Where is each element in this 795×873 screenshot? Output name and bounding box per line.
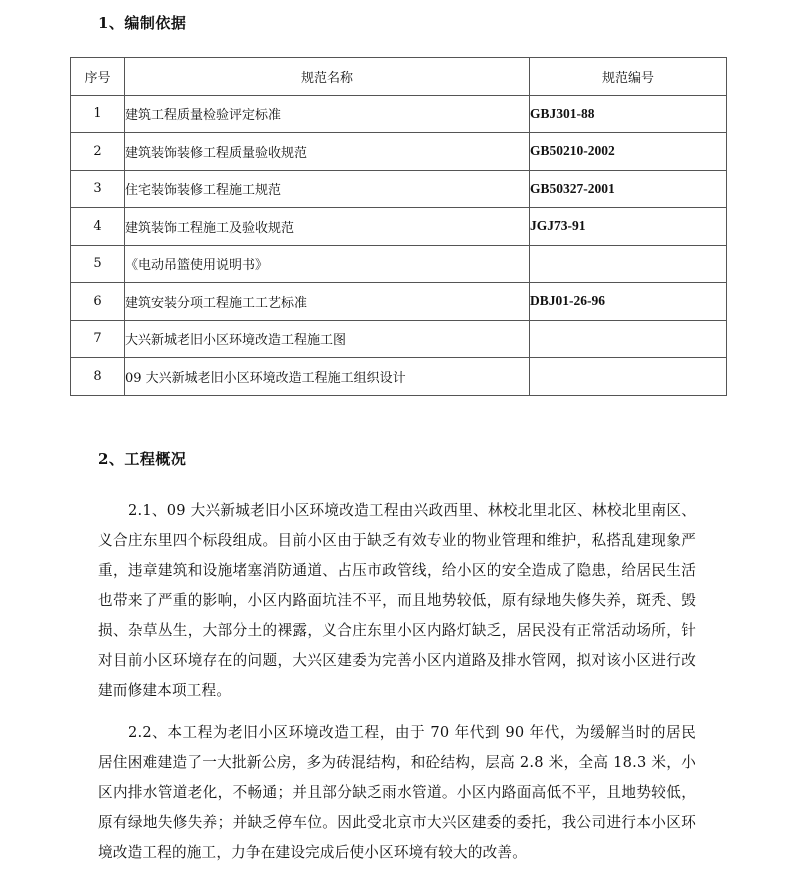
norm-name: 09 大兴新城老旧小区环境改造工程施工组织设计 <box>125 358 530 396</box>
norm-code <box>530 245 727 283</box>
table-row <box>71 245 727 283</box>
row-number: 7 <box>71 320 125 358</box>
norm-name: 住宅装饰装修工程施工规范 <box>125 170 530 208</box>
section-heading-basis: 1、编制依据 <box>98 14 187 32</box>
column-header-no: 序号 <box>71 58 125 96</box>
norm-code: DBJ01-26-96 <box>530 283 727 321</box>
table-row <box>71 95 727 133</box>
row-number: 3 <box>71 170 125 208</box>
row-number: 8 <box>71 358 125 396</box>
row-number: 4 <box>71 208 125 246</box>
norm-code: GBJ301-88 <box>530 95 727 133</box>
overview-paragraph: 2.2、本工程为老旧小区环境改造工程，由于 70 年代到 90 年代，为缓解当时的居民居住困难建造了一大批新公房，多为砖混结构，和砼结构，层高 2.8 米，全高 18.3 米，小区内排水管道老化，不畅通；并且部分缺乏雨水管道。小区内路面高低不平，且地势较低，原有绿地失修失养；并缺乏停车位。因此受北京市大兴区建委的委托，我公司进行本小区环境改造工程的施工，力争在建设完成后使小区环境有较大的改善。 <box>98 724 696 861</box>
table-row <box>71 283 727 321</box>
column-header-code: 规范编号 <box>530 58 727 96</box>
table-row <box>71 133 727 171</box>
overview-paragraph: 2.1、09 大兴新城老旧小区环境改造工程由兴政西里、林校北里北区、林校北里南区、义合庄东里四个标段组成。目前小区由于缺乏有效专业的物业管理和维护，私搭乱建现象严重，违章建筑和设施堵塞消防通道、占压市政管线，给小区的安全造成了隐患，给居民生活也带来了严重的影响，小区内路面坑洼不平，而且地势较低，原有绿地失修失养，斑秃、毁损、杂草丛生，大部分土的裸露，义合庄东里小区内路灯缺乏，居民没有正常活动场所，针对目前小区环境存在的问题，大兴区建委为完善小区内道路及排水管网，拟对该小区进行改建而修建本项工程。 <box>98 502 696 699</box>
row-number: 2 <box>71 133 125 171</box>
norm-name: 建筑工程质量检验评定标准 <box>125 95 530 133</box>
column-header-name: 规范名称 <box>125 58 530 96</box>
section-heading-overview: 2、工程概况 <box>98 450 187 468</box>
row-number: 6 <box>71 283 125 321</box>
row-number: 1 <box>71 95 125 133</box>
norm-name: 建筑装饰装修工程质量验收规范 <box>125 133 530 171</box>
norm-code: GB50327-2001 <box>530 170 727 208</box>
table-header-row <box>71 58 727 96</box>
norm-code: GB50210-2002 <box>530 133 727 171</box>
norm-name: 《电动吊篮使用说明书》 <box>125 245 530 283</box>
norm-code: JGJ73-91 <box>530 208 727 246</box>
norm-name: 建筑安装分项工程施工工艺标准 <box>125 283 530 321</box>
table-row <box>71 208 727 246</box>
norms-table <box>70 57 727 396</box>
table-row <box>71 358 727 396</box>
table-row <box>71 170 727 208</box>
norm-code <box>530 358 727 396</box>
norm-name: 建筑装饰工程施工及验收规范 <box>125 208 530 246</box>
norm-name: 大兴新城老旧小区环境改造工程施工图 <box>125 320 530 358</box>
norm-code <box>530 320 727 358</box>
row-number: 5 <box>71 245 125 283</box>
table-row <box>71 320 727 358</box>
